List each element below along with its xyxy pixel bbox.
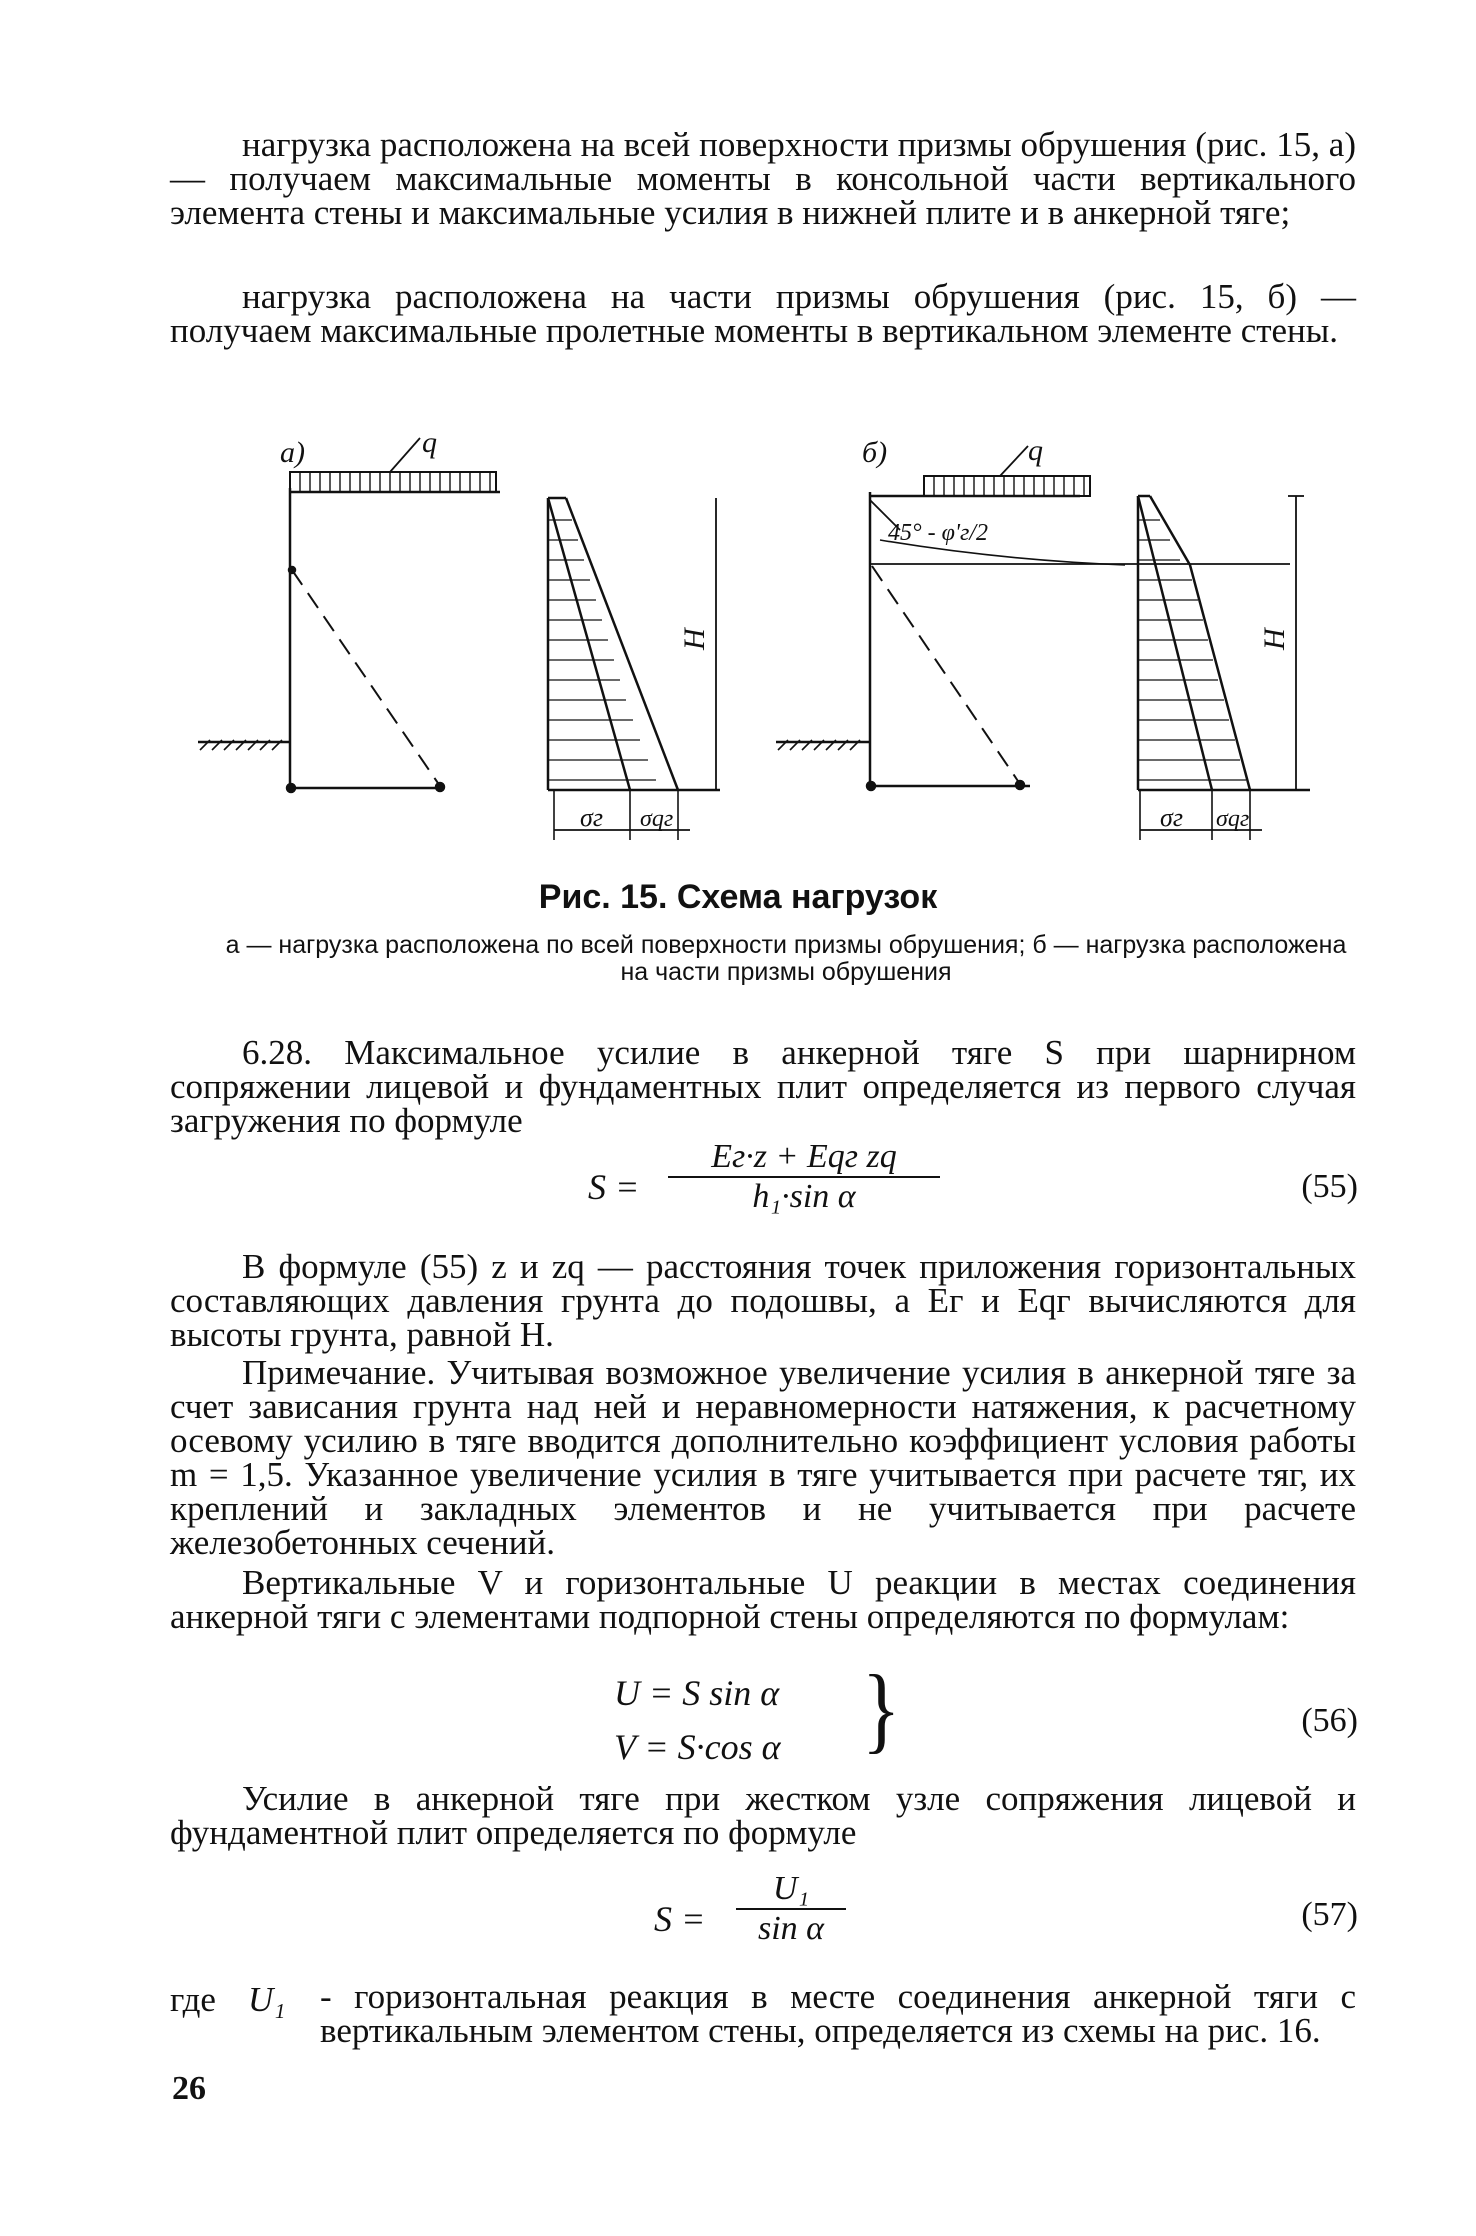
figure-caption-text: а — нагрузка расположена по всей поверхности призмы обрушения; б — нагрузка расположена на части призмы обрушения [225, 931, 1347, 986]
formula-55-denominator: h₁·sin α [752, 1178, 856, 1215]
note-paragraph: Примечание. Учитывая возможное увеличение усилия в анкерной тяге за счет зависания грунта над ней и неравномерности натяжения, к расчетному осевому усилию в тяге вводится дополнительно коэффициент условия работы m = 1,5. Указанное увеличение усилия в тяге учитывается при расчете тяг, их креплений и закладных элементов и не учитывается при расчете железобетонных сечений. [170, 1353, 1356, 1562]
where-label: где [170, 1980, 216, 2019]
formula-55-explanation: В формуле (55) z и zq — расстояния точек приложения горизонтальных составляющих давления грунта до подошвы, а Eг и Eqг вычисляются для высоты грунта, равной H. [170, 1247, 1356, 1354]
where-symbol: U₁ [248, 1980, 286, 2019]
figure-b-sigma-g: σг [1160, 803, 1183, 832]
figure-a-sigma-g: σг [580, 803, 603, 832]
where-text: - горизонтальная реакция в месте соединения анкерной тяги с вертикальным элементом стены, определяется из схемы на рис. 16. [320, 1977, 1356, 2050]
formula-55-numerator: Eг·z + Eqг zq [711, 1138, 897, 1175]
figure-b-angle-label: 45° - φ'г/2 [888, 520, 989, 546]
figure-b-label: б) [862, 436, 888, 469]
intro-paragraph-2: нагрузка расположена на части призмы обрушения (рис. 15, б) — получаем максимальные пролетные моменты в вертикальном элементе стены. [170, 277, 1356, 350]
formula-55-lhs: S = [588, 1167, 640, 1207]
formula-57-number: (57) [1301, 1896, 1358, 1933]
formula-55-fraction [668, 1138, 940, 1216]
formula-56-brace: } [862, 1657, 901, 1763]
reactions-paragraph: Вертикальные V и горизонтальные U реакции в местах соединения анкерной тяги с элементами подпорной стены определяются по формулам: [170, 1563, 1356, 1636]
figure-a-label: а) [280, 436, 305, 469]
figure-a-H-label: H [678, 628, 711, 650]
intro-paragraph-1: нагрузка расположена на всей поверхности призмы обрушения (рис. 15, а) — получаем максимальные моменты в консольной части вертикального элемента стены и максимальные усилия в нижней плите и в анкерной тяге; [170, 125, 1356, 232]
figure-b-diagram [776, 446, 1310, 840]
section-628-paragraph: 6.28. Максимальное усилие в анкерной тяге S при шарнирном сопряжении лицевой и фундаментных плит определяется из первого случая загружения по формуле [170, 1033, 1356, 1140]
formula-57-denominator: sin α [757, 1910, 825, 1947]
formula-56-line-2: V = S·cos α [614, 1727, 781, 1767]
rigid-joint-paragraph: Усилие в анкерной тяге при жестком узле сопряжения лицевой и фундаментной плит определяется по формуле [170, 1779, 1356, 1852]
figure-b-q-label: q [1028, 434, 1043, 467]
figure-b-H-label: H [1258, 628, 1291, 650]
figure-15 [0, 0, 1476, 880]
figure-a-sigma-q: σqг [640, 806, 674, 832]
figure-b-sigma-q: σqг [1216, 806, 1250, 832]
formula-57-numerator: U₁ [772, 1870, 810, 1907]
formula-57-lhs: S = [654, 1899, 706, 1939]
formula-56-number: (56) [1301, 1702, 1358, 1739]
figure-a-q-label: q [422, 426, 437, 459]
formula-56-line-1: U = S sin α [614, 1673, 780, 1713]
formula-55-number: (55) [1301, 1168, 1358, 1205]
formula-57-fraction [736, 1870, 846, 1948]
page-number: 26 [172, 2070, 206, 2107]
figure-caption-title: Рис. 15. Схема нагрузок [538, 878, 938, 916]
figure-a-diagram [198, 438, 720, 840]
